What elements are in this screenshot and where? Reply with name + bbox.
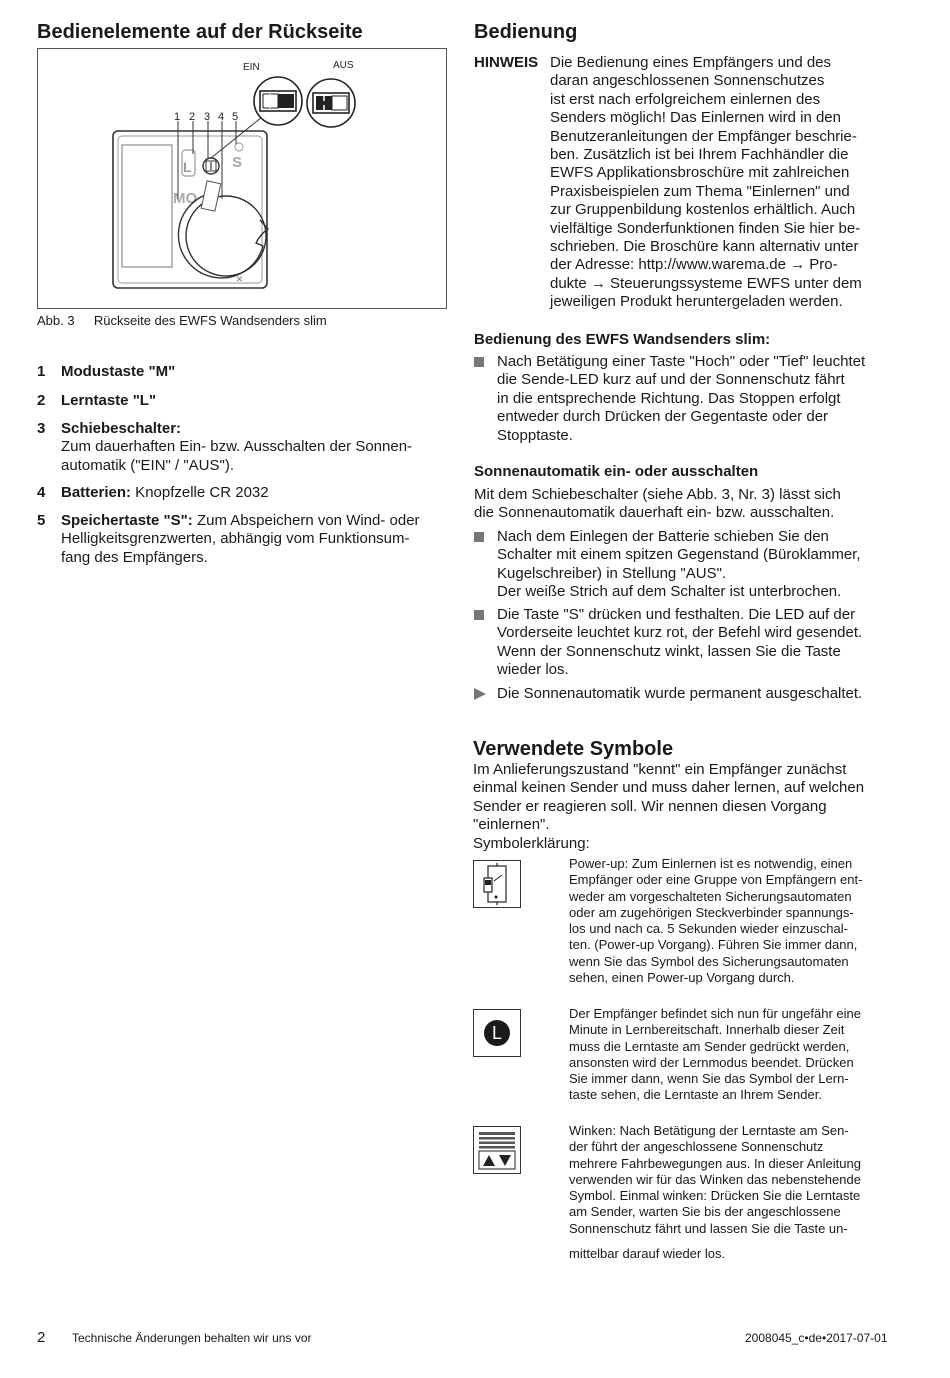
learn-button-icon	[473, 1009, 521, 1057]
svg-text:MO: MO	[173, 190, 198, 207]
legend-number: 2	[37, 392, 46, 409]
section-heading-controls: Bedienelemente auf der Rückseite	[37, 21, 363, 43]
legend-text: Zum dauerhaften Ein- bzw. Ausschalten der Sonnen- automatik ("EIN" / "AUS").	[61, 438, 413, 474]
list-item	[474, 606, 894, 680]
sun-automatic-intro: Mit dem Schiebeschalter (siehe Abb. 3, Nr. 3) lässt sich die Sonnenautomatik dauerhaft ein- bzw. ausschalten.	[474, 486, 841, 522]
legend-title: Lerntaste "L"	[61, 392, 157, 409]
footer-doc-id: 2008045_c•de•2017-07-01	[745, 1331, 888, 1345]
legend-number: 1	[37, 363, 46, 380]
symbol-text-power-up: Power-up: Zum Einlernen ist es notwendig, einen Empfänger oder eine Gruppe von Empfängern ent- weder am vorgeschalteten Sicherungsautomaten oder am zugehörigen Steckverbinder spannungs- los und nach ca. 5 Sekunden wieder einzuschal- ten. (Power-up Vorgang). Führen Sie immer dann, wenn Sie das Symbol des Sicherungsautomaten sehen, einen Power-up Vorgang durch.	[569, 856, 863, 986]
legend-item-1	[37, 363, 447, 381]
circuit-breaker-icon	[473, 860, 521, 908]
label-ein: EIN	[243, 62, 260, 73]
page-number: 2	[37, 1329, 46, 1346]
list-item	[474, 528, 894, 602]
result-arrow-icon	[474, 688, 486, 700]
symbols-intro: Im Anlieferungszustand "kennt" ein Empfänger zunächst einmal keinen Sender und muss daher lernen, auf welchen Sender er reagieren soll. Wir nennen diesen Vorgang "einlernen". Symbolerklärung:	[473, 761, 865, 852]
hinweis-label: HINWEIS	[474, 54, 539, 71]
symbol-text-wink-tail: mittelbar darauf wieder los.	[569, 1246, 726, 1261]
figure-number-3: 3	[204, 111, 211, 123]
legend-item-4	[37, 484, 447, 502]
symbol-text-wink: Winken: Nach Betätigung der Lerntaste am Sen- der führt der angeschlossene Sonnenschutz mehrere Fahrbewegungen aus. In dieser Anleitung verwenden wir für das Winken das nebenstehende Symbol. Einmal winken: Drücken Sie die Lerntaste am Sender, warten Sie bis der angeschlossene Sonnenschutz fährt und lassen Sie die Taste un-	[569, 1123, 861, 1236]
svg-text:S: S	[232, 154, 243, 171]
svg-text:×: ×	[236, 272, 244, 286]
bullet-square-icon	[474, 532, 484, 542]
svg-text:L: L	[183, 159, 192, 175]
legend-number: 3	[37, 420, 46, 437]
legend-item-2	[37, 392, 447, 410]
bullet-text: Nach dem Einlegen der Batterie schieben Sie den Schalter mit einem spitzen Gegenstand (Büroklammer, Kugelschreiber) in Stellung "AUS". Der weiße Strich auf dem Schalter ist unterbrochen.	[497, 528, 861, 601]
figure-number-4: 4	[218, 111, 225, 123]
figure-caption-number: Abb. 3	[37, 313, 75, 328]
footer-notice: Technische Änderungen behalten wir uns vor	[72, 1331, 312, 1345]
symbol-text-learn: Der Empfänger befindet sich nun für ungefähr eine Minute in Lernbereitschaft. Innerhalb dieser Zeit muss die Lerntaste am Sender gedrückt werden, ansonsten wird der Lernmodus beendet. Drücken Sie immer dann, wenn Sie das Symbol der Lern- taste sehen, die Lerntaste an Ihrem Sender.	[569, 1006, 861, 1103]
subheading-operation-slim: Bedienung des EWFS Wandsenders slim:	[474, 331, 771, 348]
learn-letter: L	[484, 1020, 510, 1046]
bullet-text: Nach Betätigung einer Taste "Hoch" oder "Tief" leuchtet die Sende-LED kurz auf und der Sonnenschutz fährt in die entsprechende Richtung. Das Stoppen erfolgt entweder durch Drücken der Gegentaste oder der Stopptaste.	[497, 353, 866, 444]
figure-back-side	[37, 48, 447, 309]
legend-item-5	[37, 512, 447, 567]
legend-text: Knopfzelle CR 2032	[131, 484, 269, 501]
figure-number-1: 1	[174, 111, 181, 123]
legend-title: Batterien:	[61, 484, 132, 501]
label-aus: AUS	[333, 60, 354, 71]
bullet-square-icon	[474, 610, 484, 620]
legend-text: Zum Abspeichern von Wind- oder Helligkeitsgrenzwerten, abhängig vom Funktionsum- fang des Empfängers.	[61, 512, 420, 566]
bullet-text: Die Taste "S" drücken und festhalten. Die LED auf der Vorderseite leuchtet kurz rot, der Befehl wird gesendet. Wenn der Sonnenschutz winkt, lassen Sie die Taste wieder los.	[497, 606, 863, 679]
legend-number: 4	[37, 484, 46, 501]
figure-caption	[37, 313, 447, 329]
result-item	[474, 685, 894, 703]
list-item	[474, 353, 894, 445]
subheading-sun-automatic: Sonnenautomatik ein- oder ausschalten	[474, 463, 759, 480]
figure-number-5: 5	[232, 111, 239, 123]
legend-title: Modustaste "M"	[61, 363, 176, 380]
legend-title: Speichertaste "S":	[61, 512, 193, 529]
hinweis-text: Die Bedienung eines Empfängers und des daran angeschlossenen Sonnenschutzes ist erst nach erfolgreichem einlernen des Senders möglich! Das Einlernen wird in den Benutzeranleitungen der Empfänger beschrie- ben. Zusätzlich ist bei Ihrem Fachhändler die EWFS Applikationsbroschüre mit zahlreichen Praxisbeispielen zum Thema "Einlernen" und zur Gruppenbildung kostenlos erhältlich. Auch vielfältige Sonderfunktionen finden Sie hier be- schrieben. Die Broschüre kann alternativ unter der Adresse: http://www.warema.de → Pro- dukte → Steuerungssysteme EWFS unter dem jeweiligen Produkt heruntergeladen werden.	[550, 54, 862, 311]
legend-title: Schiebeschalter:	[61, 420, 182, 437]
wink-blind-icon	[473, 1126, 521, 1174]
bullet-square-icon	[474, 357, 484, 367]
legend-item-3	[37, 420, 447, 475]
figure-caption-text: Rückseite des EWFS Wandsenders slim	[93, 313, 327, 328]
section-heading-symbols: Verwendete Symbole	[473, 738, 674, 760]
section-heading-operation: Bedienung	[474, 21, 578, 43]
result-text: Die Sonnenautomatik wurde permanent ausgeschaltet.	[497, 685, 863, 702]
figure-number-2: 2	[189, 111, 196, 123]
back-side-illustration	[38, 49, 446, 308]
legend-number: 5	[37, 512, 46, 529]
